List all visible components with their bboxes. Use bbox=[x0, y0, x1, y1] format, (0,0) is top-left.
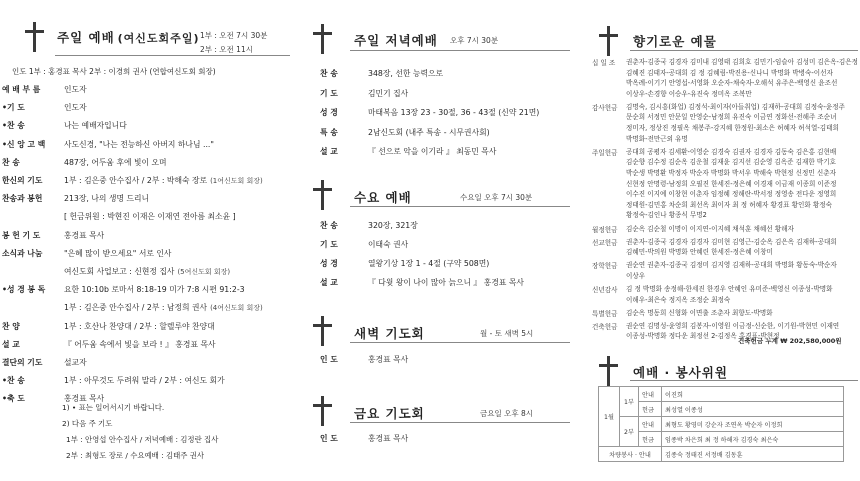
role-cell: 헌금 bbox=[639, 432, 662, 447]
offering-title: 향기로운 예물 bbox=[633, 34, 717, 49]
list-item bbox=[2, 248, 171, 259]
note-line: 2) 다음 주 기도 bbox=[62, 419, 113, 428]
list-item bbox=[320, 146, 496, 157]
offering-names-line: 김 정 박명화 송정해-한세진 한경우 안혜인 유미준-백영신 이종성-박명화 bbox=[626, 285, 833, 293]
offering-names-line: 김순옥 명동희 신형화 이면출 조춘자 최향도-박명화 bbox=[626, 308, 773, 317]
item-label: 설 교 bbox=[2, 339, 20, 349]
offering-label: 건축헌금 bbox=[592, 322, 618, 331]
offering-names-line: 신현정 안명령-남정희 오필진 한세진-정은혜 이경재 이금재 이종희 이준정 bbox=[626, 179, 837, 188]
role-cell: 안내 bbox=[639, 387, 662, 402]
offering-names-line: 권춘자-김종국 김경자 김미내 김영태 김희호 김민기-임슬아 김성미 김은옥-김은정 bbox=[626, 58, 858, 66]
item-label: 결단의 기도 bbox=[2, 358, 43, 367]
table-row bbox=[599, 417, 844, 432]
cross-icon bbox=[312, 180, 334, 210]
cross-icon bbox=[312, 316, 334, 346]
cross-icon bbox=[312, 24, 334, 54]
sunday-time-1: 1부 : 오전 7시 30분 bbox=[200, 31, 268, 40]
list-item bbox=[320, 127, 490, 138]
item-text: 320장, 321장 bbox=[368, 221, 418, 230]
item-label: 성 경 bbox=[320, 108, 338, 117]
offering-label: 주일헌금 bbox=[592, 148, 618, 157]
cross-icon bbox=[312, 396, 334, 426]
list-item bbox=[320, 277, 524, 288]
item-label: •축 도 bbox=[2, 394, 25, 404]
part-cell: 2부 bbox=[620, 417, 639, 447]
table-row bbox=[599, 387, 844, 402]
item-text: 487장, 어두움 후에 빛이 오며 bbox=[64, 157, 167, 167]
offering-names bbox=[626, 57, 858, 99]
divider bbox=[630, 50, 858, 51]
item-text: 2남신도회 (내주 특송 - 시무권사회) bbox=[368, 127, 490, 137]
item-text: 1부 : 호산나 찬양대 / 2부 : 할렐루야 찬양대 bbox=[64, 321, 215, 331]
sunday-time-2: 2부 : 오전 11시 bbox=[200, 45, 253, 54]
item-label: 한신의 기도 bbox=[2, 176, 43, 185]
evening-worship-time: 오후 7시 30분 bbox=[450, 36, 499, 45]
item-label: 찬 송 bbox=[320, 221, 338, 230]
item-text: 인도자 bbox=[64, 103, 87, 113]
item-text: 사도신경, "나는 전능하신 아버지 하나님 ..." bbox=[64, 139, 214, 149]
list-item bbox=[2, 193, 149, 204]
offering-names bbox=[626, 237, 858, 258]
building-fund-total: 건축헌금 누계 ₩ 202,580,000원 bbox=[738, 337, 842, 345]
list-item bbox=[2, 211, 236, 222]
friday-prayer-title: 금요 기도회 bbox=[354, 406, 425, 421]
item-label: 찬 송 bbox=[2, 157, 20, 167]
item-label: 소식과 나눔 bbox=[2, 248, 43, 258]
item-label: •찬 송 bbox=[2, 376, 25, 386]
offering-label: 장학헌금 bbox=[592, 262, 618, 271]
divider bbox=[55, 55, 290, 56]
item-text: 1부 : 김은중 안수집사 / 2부 : 박해숙 장로 bbox=[64, 176, 208, 185]
list-item bbox=[2, 230, 104, 241]
item-label: 성 경 bbox=[320, 259, 338, 268]
names-cell: 이진희 bbox=[662, 387, 844, 402]
list-item bbox=[320, 433, 408, 444]
offering-names-line: 이종성-박명화 정다운 최정선 2-김정옥 홍경표-박현정 bbox=[626, 332, 780, 341]
volunteers-table bbox=[598, 386, 844, 462]
item-text: 홍경표 목사 bbox=[368, 434, 409, 443]
item-label: •찬 송 bbox=[2, 121, 25, 131]
item-text: 나는 예배자입니다 bbox=[64, 121, 127, 131]
list-item bbox=[2, 284, 245, 295]
item-text: 이태숙 권사 bbox=[368, 240, 409, 249]
offering-label: 감사헌금 bbox=[592, 103, 618, 112]
item-text: 『 어두움 속에서 빛을 보라 ! 』 홍경표 목사 bbox=[64, 339, 216, 349]
list-item bbox=[2, 321, 215, 332]
item-label: 봉 헌 기 도 bbox=[2, 230, 41, 240]
list-item bbox=[2, 120, 127, 131]
offering-names bbox=[626, 260, 858, 281]
item-note: (4여신도회 회장) bbox=[210, 304, 263, 313]
friday-prayer-time: 금요일 오후 8시 bbox=[480, 409, 534, 418]
names-cell: 김종숙 정태진 서정배 김동훈 bbox=[662, 447, 844, 462]
item-text: 348장, 선한 능력으로 bbox=[368, 69, 444, 78]
names-cell: 최성열 이종성 bbox=[662, 402, 844, 417]
offering-names-line: 김명숙, 김시흥(화업) 김정석-최이자(아들취업) 김재하-공대희 김정숙-윤정주 bbox=[626, 102, 845, 111]
offering-names-line: 김혜진 김태자-공대희 김 정 김혜림-박진용-신나니 박명화 박병숙-이선자 bbox=[626, 68, 833, 77]
offering-names bbox=[626, 147, 858, 221]
item-text: 1부 : 김은중 안수집사 / 2부 : 남정희 권사 bbox=[64, 303, 208, 313]
item-label: 예 배 부 름 bbox=[2, 85, 41, 94]
list-item bbox=[2, 302, 263, 313]
wednesday-worship-title: 수요 예배 bbox=[354, 190, 412, 205]
item-text: 설교자 bbox=[64, 358, 87, 367]
offering-names-line: 권순연 김명성-윤영희 김봉자-이영원 이금정-신순한, 이기원-박현민 이재연 bbox=[626, 321, 840, 330]
offering-names-line: 박순생 박명환 박정자 박순자 박명화 박서우 박해숙 박현정 신정민 신춘자 bbox=[626, 168, 836, 177]
item-label: 설 교 bbox=[320, 278, 338, 287]
item-label: 설 교 bbox=[320, 147, 338, 156]
item-text: [ 헌금위원 : 박현진 이재은 이재연 전아름 최소윤 ] bbox=[64, 212, 236, 222]
item-text: 열왕기상 1장 1 - 4절 (구약 508면) bbox=[368, 259, 490, 268]
list-item bbox=[320, 258, 489, 269]
offering-names-line: 권순연 권춘자-김종국 김정미 김지영 김재하-공대희 박명화 황동숙-박순자 bbox=[626, 261, 837, 270]
part-cell: 1부 bbox=[620, 387, 639, 417]
list-item bbox=[320, 239, 408, 250]
offering-names-line: 김순향 김수정 김순옥 김운철 김재윤 김지선 김순영 김옥준 김재한 박기호 bbox=[626, 158, 836, 167]
sunday-worship-column bbox=[0, 0, 290, 481]
item-label: 인 도 bbox=[320, 434, 338, 443]
wednesday-worship-time: 수요일 오후 7시 30분 bbox=[460, 193, 533, 202]
item-text: 『 선으로 악을 이기라 』 최동민 목사 bbox=[368, 147, 497, 156]
offering-column bbox=[588, 0, 860, 481]
list-item bbox=[320, 354, 408, 365]
item-text: 홍경표 목사 bbox=[64, 230, 105, 240]
list-item bbox=[320, 107, 539, 118]
names-cell: 임종박 차은희 최 정 하해자 김경숙 최은숙 bbox=[662, 432, 844, 447]
offering-names-line: 박옥례-이기기 안영섭-서영화 오순자-채숙자-오해석 유주은-백영신 윤조선 bbox=[626, 79, 838, 88]
offering-names-line: 문순희 서정민 안문일 안영순-남정희 유진숙 이금연 정화선-전해주 조순녀 bbox=[626, 113, 837, 122]
cross-icon bbox=[598, 356, 620, 386]
item-label: 찬 양 bbox=[2, 321, 20, 331]
item-note: (1여신도회 회장) bbox=[210, 177, 263, 185]
list-item bbox=[2, 357, 87, 368]
offering-names-line: 이해우-최은숙 정지옥 조정순 최정숙 bbox=[626, 295, 731, 304]
item-text: 1부 : 아무것도 두려워 말라 / 2부 : 여신도 회가 bbox=[64, 376, 225, 386]
item-label: 기 도 bbox=[320, 88, 338, 98]
dawn-prayer-time: 월 - 토 새벽 5시 bbox=[480, 329, 534, 338]
offering-names-line: 권춘자-김종국 김경자 김경자 김미현 김영근-김순옥 김은옥 김재하-공대희 bbox=[626, 237, 837, 246]
list-item bbox=[320, 68, 443, 79]
evening-worship-title: 주일 저녁예배 bbox=[354, 33, 438, 48]
offering-names bbox=[626, 284, 858, 305]
item-text: 김민기 집사 bbox=[368, 88, 409, 98]
list-item bbox=[320, 88, 408, 99]
sunday-leaders: 인도 1부 : 홍경표 목사 2부 : 이경희 권사 (연합여신도회 회장) bbox=[12, 67, 216, 76]
item-text: 『 다윗 왕이 나이 많아 늙으니 』 홍경표 목사 bbox=[368, 278, 524, 287]
item-text: 마태복음 13장 23 - 30절, 36 - 43절 (신약 21면) bbox=[368, 108, 540, 117]
offering-names bbox=[626, 102, 858, 144]
item-text: "은혜 많이 받으세요" 서로 인사 bbox=[64, 248, 172, 258]
item-note: (5여신도회 회장) bbox=[177, 268, 231, 276]
list-item bbox=[2, 175, 263, 186]
item-label: •성 경 봉 독 bbox=[2, 285, 46, 295]
month-cell: 1월 bbox=[599, 387, 620, 447]
note-line: 1) • 표는 일어서시기 바랍니다. bbox=[62, 403, 165, 412]
role-cell: 헌금 bbox=[639, 402, 662, 417]
offering-names-line: 김순옥 김순철 이명이 이지연-이지혜 채석훈 채혜선 황해자 bbox=[626, 224, 794, 233]
offering-names-line: 박명화-전만근외 유명 bbox=[626, 134, 688, 143]
offering-label: 특별헌금 bbox=[592, 309, 618, 318]
divider bbox=[350, 422, 570, 423]
list-item bbox=[2, 157, 167, 168]
sunday-worship-title: 주일 예배 (여신도회주일) bbox=[57, 30, 200, 45]
divider bbox=[350, 50, 570, 51]
offering-names-line: 김혜민-박의원 박명화 안혜린 한세진-정은혜 이창미 bbox=[626, 248, 773, 257]
item-text: 홍경표 목사 bbox=[64, 394, 105, 404]
role-cell: 안내 bbox=[639, 417, 662, 432]
item-label: •기 도 bbox=[2, 103, 25, 113]
item-text: 홍경표 목사 bbox=[368, 355, 409, 364]
list-item bbox=[2, 266, 230, 277]
offering-label: 선교헌금 bbox=[592, 238, 618, 247]
offering-names-line: 정미자, 정상진 정필옥 채봉주-강지혜 한정원-최소은 허혜자 허석열-김태희 bbox=[626, 124, 839, 133]
item-text: 요한 10:10b 로마서 8:18-19 미가 7:8 시편 91:2-3 bbox=[64, 285, 245, 295]
list-item bbox=[2, 139, 214, 150]
volunteers-title: 예배 · 봉사위원 bbox=[633, 365, 728, 380]
list-item bbox=[2, 102, 87, 113]
cross-icon bbox=[598, 26, 620, 56]
divider bbox=[630, 380, 858, 381]
item-label: 특 송 bbox=[320, 127, 338, 137]
offering-label: 신년감사 bbox=[592, 286, 618, 294]
offering-names-line: 이상우 bbox=[626, 271, 646, 280]
list-item bbox=[320, 220, 418, 231]
note-line: 2부 : 최형도 장로 / 수요예배 : 김태주 권사 bbox=[66, 451, 205, 460]
table-row bbox=[599, 447, 844, 462]
offering-names-line: 공대희 공평자 김세환-이영순 김경숙 김권자 김경자 김동숙 김은홍 김현배 bbox=[626, 147, 837, 156]
item-label: 기 도 bbox=[320, 240, 338, 249]
item-label: 찬 송 bbox=[320, 69, 338, 78]
list-item bbox=[2, 375, 225, 386]
names-cell: 최형도 황영미 강순자 조연옥 박순자 이정희 bbox=[662, 417, 844, 432]
cross-icon bbox=[24, 22, 46, 52]
footer-label-cell: 차량봉사 · 안내 bbox=[599, 447, 662, 462]
item-text: 여신도회 사업보고 : 신현정 집사 bbox=[64, 267, 175, 276]
offering-names-line: 정태원-김민홍 차순희 최선옥 최이자 최 정 허혜자 황경표 황인화 황정숙 bbox=[626, 200, 832, 209]
offering-names bbox=[626, 224, 858, 235]
item-label: 찬송과 봉헌 bbox=[2, 194, 43, 204]
offering-names-line: 황정숙-김인나 황종식 무명2 bbox=[626, 211, 707, 220]
list-item bbox=[2, 84, 87, 95]
offering-label: 십 일 조 bbox=[592, 59, 616, 67]
divider bbox=[350, 342, 570, 343]
offering-label: 월정헌금 bbox=[592, 225, 618, 234]
item-label: •신 앙 고 백 bbox=[2, 139, 46, 149]
offering-names-line: 이수진 이지예 이창현 이춘자 임정혜 정해란-박서정 정영송 전다운 정영희 bbox=[626, 190, 837, 199]
item-label: 인 도 bbox=[320, 355, 338, 364]
divider bbox=[350, 206, 570, 207]
list-item bbox=[2, 339, 216, 350]
worship-column-2 bbox=[300, 0, 570, 481]
dawn-prayer-title: 새벽 기도회 bbox=[354, 326, 425, 341]
offering-names bbox=[626, 308, 858, 319]
item-text: 213장, 나의 생명 드리니 bbox=[64, 194, 150, 204]
offering-names-line: 이상우-손경향 이승우-유진숙 정미옥 조복만 bbox=[626, 89, 752, 98]
note-line: 1부 : 안영섭 안수집사 / 저녁예배 : 김정란 집사 bbox=[66, 435, 219, 444]
item-text: 인도자 bbox=[64, 85, 87, 94]
